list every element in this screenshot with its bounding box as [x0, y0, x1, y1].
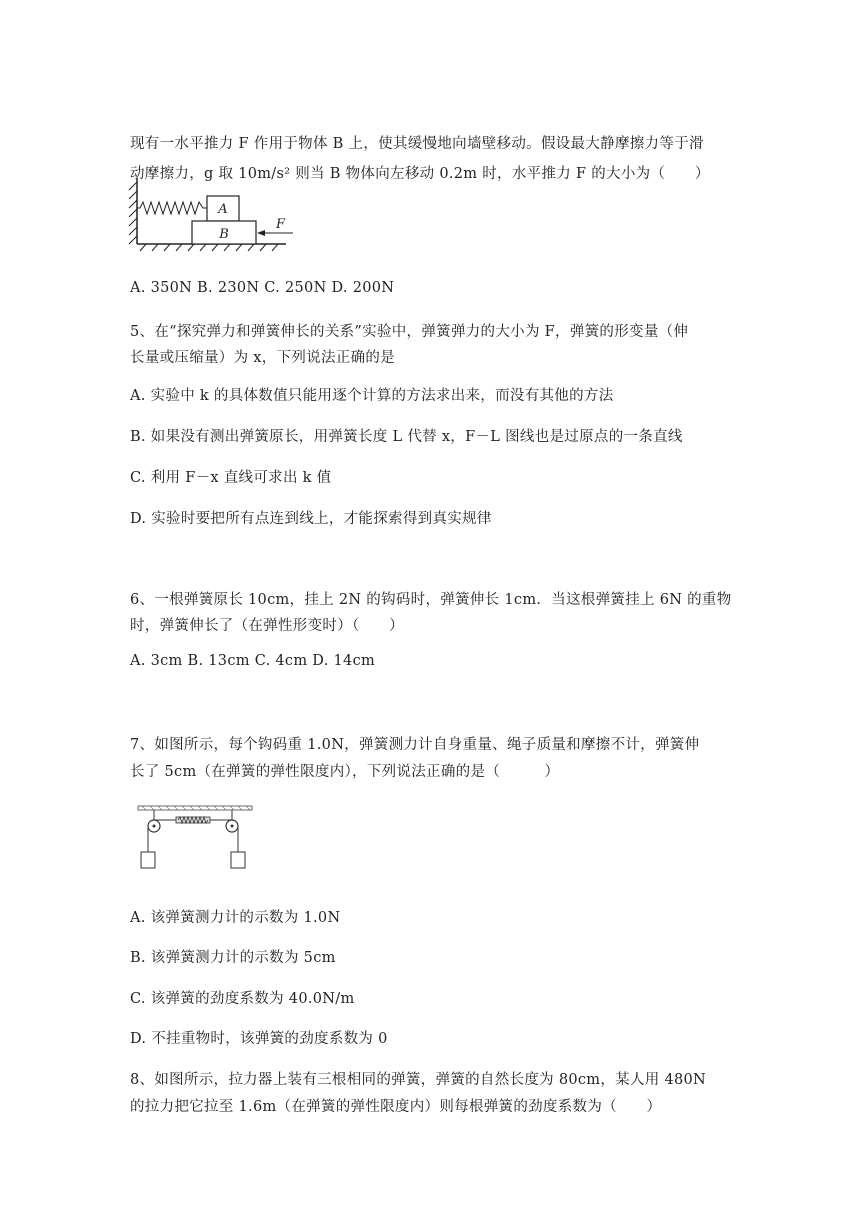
q8-line2: 的拉力把它拉至 1.6m（在弹簧的弹性限度内）则每根弹簧的劲度系数为（ ） — [130, 1099, 662, 1115]
q5-option-b: B. 如果没有测出弹簧原长，用弹簧长度 L 代替 x，F－L 图线也是过原点的一条直线 — [130, 429, 683, 445]
q4-options: A. 350N B. 230N C. 250N D. 200N — [130, 280, 395, 296]
q5-option-a: A. 实验中 k 的具体数值只能用逐个计算的方法求出来，而没有其他的方法 — [130, 388, 614, 404]
q5-line1: 5、在“探究弹力和弹簧伸长的关系”实验中，弹簧弹力的大小为 F，弹簧的形变量（伸 — [130, 324, 689, 340]
q6-line2: 时，弹簧伸长了（在弹性形变时）（ ） — [130, 618, 404, 634]
svg-text:B: B — [219, 227, 229, 242]
q7-option-c: C. 该弹簧的劲度系数为 40.0N/m — [130, 991, 355, 1007]
q4-line1: 现有一水平推力 F 作用于物体 B 上，使其缓慢地向墙壁移动。假设最大静摩擦力等于滑 — [130, 136, 704, 152]
q7-line1: 7、如图所示，每个钩码重 1.0N，弹簧测力计自身重量、绳子质量和摩擦不计，弹簧伸 — [130, 737, 700, 753]
q7-option-a: A. 该弹簧测力计的示数为 1.0N — [130, 910, 341, 926]
svg-text:F: F — [276, 217, 286, 232]
q5-option-d: D. 实验时要把所有点连到线上，才能探索得到真实规律 — [130, 511, 492, 527]
q6-options: A. 3cm B. 13cm C. 4cm D. 14cm — [130, 653, 376, 669]
wall-spring-blocks-figure — [126, 176, 298, 254]
q7-line2: 长了 5cm（在弹簧的弹性限度内），下列说法正确的是（ ） — [130, 764, 560, 780]
q7-option-b: B. 该弹簧测力计的示数为 5cm — [130, 950, 336, 966]
q8-line1: 8、如图所示，拉力器上装有三根相同的弹簧，弹簧的自然长度为 80cm，某人用 480N — [130, 1072, 707, 1088]
q4-line2: 动摩擦力，g 取 10m/s² 则当 B 物体向左移动 0.2m 时，水平推力 F 的大小为（ ） — [130, 166, 710, 182]
svg-text:A: A — [218, 202, 228, 217]
q7-option-d: D. 不挂重物时，该弹簧的劲度系数为 0 — [130, 1031, 388, 1047]
q5-line2: 长量或压缩量）为 x，下列说法正确的是 — [130, 350, 395, 366]
pulley-spring-scale-figure — [134, 802, 256, 874]
q6-line1: 6、一根弹簧原长 10cm，挂上 2N 的钩码时，弹簧伸长 1cm．当这根弹簧挂上 6N 的重物 — [130, 592, 732, 608]
q5-option-c: C. 利用 F－x 直线可求出 k 值 — [130, 470, 332, 486]
